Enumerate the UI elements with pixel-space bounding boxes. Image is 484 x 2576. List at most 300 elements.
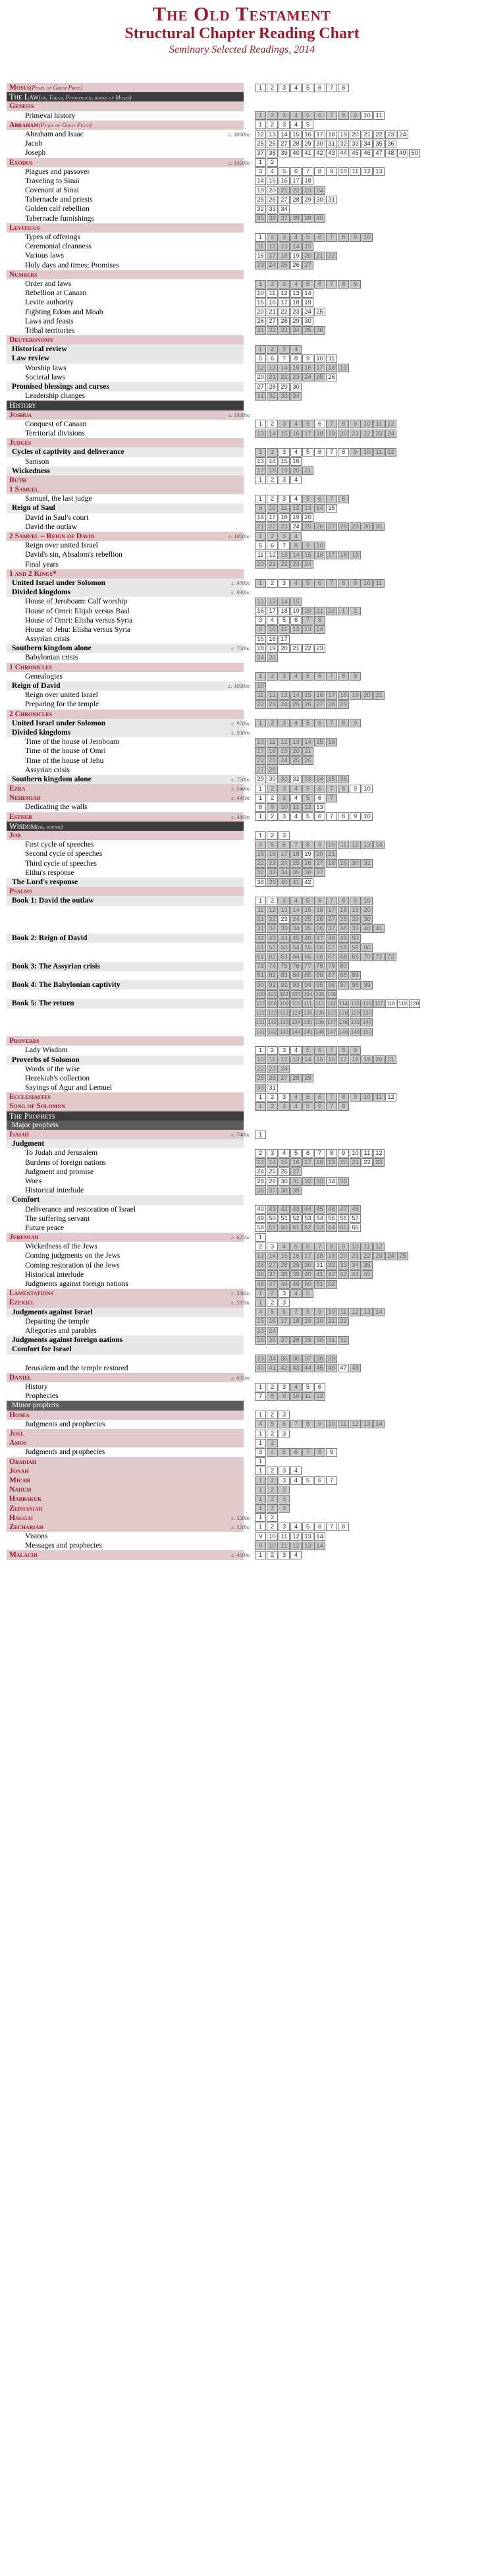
chapter-cell[interactable]: 16 <box>267 1317 278 1326</box>
chapter-cell[interactable]: 14 <box>279 130 290 139</box>
chapter-cell[interactable]: 47 <box>314 934 325 943</box>
chapter-cell[interactable]: 109 <box>279 1000 289 1007</box>
chapter-cell[interactable]: 10 <box>255 1055 266 1064</box>
chapter-cell[interactable]: 44 <box>338 149 349 157</box>
chapter-cell[interactable]: 2 <box>267 1093 278 1102</box>
chapter-cell[interactable]: 1 <box>255 1046 266 1055</box>
chapter-cell[interactable]: 24 <box>290 915 302 924</box>
chapter-cell[interactable]: 9 <box>267 803 278 812</box>
chapter-cell[interactable]: 24 <box>267 1327 278 1335</box>
chapter-cell[interactable]: 7 <box>326 672 337 681</box>
chapter-cell[interactable]: 27 <box>267 1261 278 1270</box>
chapter-cell[interactable]: 6 <box>290 167 302 176</box>
chapter-cell[interactable]: 8 <box>338 719 349 727</box>
chapter-cell[interactable]: 34 <box>350 1261 361 1270</box>
chapter-cell[interactable]: 6 <box>314 420 325 428</box>
chapter-cell[interactable]: 1 <box>255 1439 266 1447</box>
chapter-cell[interactable]: 4 <box>290 84 302 92</box>
chapter-cell[interactable]: 22 <box>279 560 290 569</box>
chapter-cell[interactable]: 68 <box>338 953 349 961</box>
chapter-cell[interactable]: 121 <box>255 1010 265 1017</box>
chapter-cell[interactable]: 33 <box>279 392 290 401</box>
chapter-cell[interactable]: 21 <box>314 607 325 615</box>
chapter-cell[interactable]: 13 <box>279 906 290 914</box>
chapter-cell[interactable]: 3 <box>279 579 290 588</box>
chapter-cell[interactable]: 12 <box>385 448 396 457</box>
chapter-cell[interactable]: 1 <box>255 579 266 588</box>
chapter-cell[interactable]: 10 <box>267 504 278 513</box>
chapter-cell[interactable]: 15 <box>279 1252 290 1260</box>
chapter-cell[interactable]: 10 <box>338 167 349 176</box>
chapter-cell[interactable]: 25 <box>267 654 278 662</box>
chapter-cell[interactable]: 139 <box>350 1019 360 1026</box>
chapter-cell[interactable]: 24 <box>314 186 325 195</box>
chapter-cell[interactable]: 8 <box>302 841 313 849</box>
chapter-cell[interactable]: 20 <box>255 308 266 316</box>
chapter-cell[interactable]: 29 <box>267 1177 278 1186</box>
chapter-cell[interactable]: 133 <box>279 1019 289 1026</box>
chapter-cell[interactable]: 29 <box>338 859 349 868</box>
chapter-cell[interactable]: 12 <box>314 1392 325 1401</box>
chapter-cell[interactable]: 17 <box>267 513 278 522</box>
chapter-cell[interactable]: 85 <box>302 971 313 980</box>
chapter-cell[interactable]: 10 <box>255 682 266 690</box>
chapter-cell[interactable]: 7 <box>290 841 302 849</box>
chapter-cell[interactable]: 20 <box>255 373 266 381</box>
chapter-cell[interactable]: 5 <box>267 1308 278 1316</box>
chapter-cell[interactable]: 10 <box>255 289 266 298</box>
chapter-cell[interactable]: 4 <box>290 1383 302 1391</box>
chapter-cell[interactable]: 19 <box>338 130 349 139</box>
chapter-cell[interactable]: 6 <box>314 1093 325 1102</box>
chapter-cell[interactable]: 64 <box>326 1223 337 1232</box>
chapter-cell[interactable]: 13 <box>373 167 385 176</box>
chapter-cell[interactable]: 33 <box>267 868 278 877</box>
chapter-cell[interactable]: 2 <box>267 420 278 428</box>
chapter-cell[interactable]: 9 <box>314 1420 325 1428</box>
chapter-cell[interactable]: 15 <box>290 130 302 139</box>
chapter-cell[interactable]: 46 <box>326 1364 337 1372</box>
chapter-cell[interactable]: 27 <box>302 261 313 269</box>
chapter-cell[interactable]: 11 <box>373 448 385 457</box>
chapter-cell[interactable]: 17 <box>279 850 290 858</box>
chapter-cell[interactable]: 111 <box>302 999 313 1008</box>
chapter-cell[interactable]: 16 <box>267 298 278 307</box>
chapter-cell[interactable]: 3 <box>279 1467 290 1475</box>
chapter-cell[interactable]: 23 <box>385 130 396 139</box>
chapter-cell[interactable]: 23 <box>255 1327 266 1335</box>
chapter-cell[interactable]: 9 <box>326 167 337 176</box>
chapter-cell[interactable]: 10 <box>326 1308 337 1316</box>
chapter-cell[interactable]: 28 <box>279 317 290 325</box>
chapter-cell[interactable]: 11 <box>267 1055 278 1064</box>
chapter-cell[interactable]: 6 <box>314 719 325 727</box>
chapter-cell[interactable]: 4 <box>290 448 302 457</box>
chapter-cell[interactable]: 15 <box>302 551 313 559</box>
chapter-cell[interactable]: 6 <box>314 448 325 457</box>
chapter-cell[interactable]: 17 <box>279 298 290 307</box>
chapter-cell[interactable]: 3 <box>279 448 290 457</box>
chapter-cell[interactable]: 1 <box>255 1299 266 1307</box>
chapter-cell[interactable]: 113 <box>326 999 337 1008</box>
chapter-cell[interactable]: 26 <box>314 522 325 531</box>
chapter-cell[interactable]: 7 <box>326 579 337 588</box>
chapter-cell[interactable]: 20 <box>362 691 373 700</box>
chapter-cell[interactable]: 22 <box>255 756 266 765</box>
chapter-cell[interactable]: 9 <box>279 1392 290 1401</box>
chapter-cell[interactable]: 41 <box>302 149 313 157</box>
chapter-cell[interactable]: 16 <box>302 130 313 139</box>
chapter-cell[interactable]: 4 <box>290 280 302 289</box>
chapter-cell[interactable]: 27 <box>279 1336 290 1345</box>
chapter-cell[interactable]: 5 <box>290 1243 302 1251</box>
chapter-cell[interactable]: 76 <box>290 962 302 970</box>
chapter-cell[interactable]: 17 <box>302 430 313 438</box>
chapter-cell[interactable]: 9 <box>350 1046 361 1055</box>
chapter-cell[interactable]: 21 <box>267 560 278 569</box>
chapter-cell[interactable]: 3 <box>279 345 290 354</box>
chapter-cell[interactable]: 20 <box>290 747 302 756</box>
chapter-cell[interactable]: 30 <box>279 1177 290 1186</box>
chapter-cell[interactable]: 21 <box>373 691 385 700</box>
chapter-cell[interactable]: 12 <box>267 691 278 700</box>
chapter-cell[interactable]: 39 <box>302 214 313 223</box>
chapter-cell[interactable]: 3 <box>279 84 290 92</box>
chapter-cell[interactable]: 40 <box>302 1270 313 1279</box>
chapter-cell[interactable]: 22 <box>267 915 278 924</box>
chapter-cell[interactable]: 129 <box>350 1010 360 1017</box>
chapter-cell[interactable]: 3 <box>279 1476 290 1485</box>
chapter-cell[interactable]: 14 <box>314 1542 325 1550</box>
chapter-cell[interactable]: 28 <box>267 766 278 774</box>
chapter-cell[interactable]: 13 <box>279 551 290 559</box>
chapter-cell[interactable]: 2 <box>267 111 278 120</box>
chapter-cell[interactable]: 9 <box>255 625 266 634</box>
chapter-cell[interactable]: 18 <box>338 691 349 700</box>
chapter-cell[interactable]: 33 <box>314 1177 325 1186</box>
chapter-cell[interactable]: 18 <box>302 177 313 185</box>
chapter-cell[interactable]: 9 <box>350 1093 361 1102</box>
chapter-cell[interactable]: 1 <box>255 1430 266 1438</box>
chapter-cell[interactable]: 41 <box>290 878 302 887</box>
chapter-cell[interactable]: 110 <box>290 999 302 1008</box>
chapter-cell[interactable]: 30 <box>267 775 278 783</box>
chapter-cell[interactable]: 1 <box>255 121 266 129</box>
chapter-cell[interactable]: 26 <box>279 1167 290 1176</box>
chapter-cell[interactable]: 17 <box>326 551 337 559</box>
chapter-cell[interactable]: 16 <box>314 551 325 559</box>
chapter-cell[interactable]: 3 <box>279 121 290 129</box>
chapter-cell[interactable]: 2 <box>267 1383 278 1391</box>
chapter-cell[interactable]: 6 <box>314 579 325 588</box>
chapter-cell[interactable]: 9 <box>350 719 361 727</box>
chapter-cell[interactable]: 4 <box>279 1243 290 1251</box>
chapter-cell[interactable]: 24 <box>255 654 266 662</box>
chapter-cell[interactable]: 15 <box>255 635 266 644</box>
chapter-cell[interactable]: 28 <box>255 1177 266 1186</box>
chapter-cell[interactable]: 10 <box>350 1243 361 1251</box>
chapter-cell[interactable]: 145 <box>303 1028 313 1035</box>
chapter-cell[interactable]: 34 <box>326 1177 337 1186</box>
chapter-cell[interactable]: 8 <box>338 812 349 821</box>
chapter-cell[interactable]: 24 <box>279 700 290 709</box>
chapter-cell[interactable]: 14 <box>373 1308 385 1316</box>
chapter-cell[interactable]: 44 <box>350 1270 361 1279</box>
chapter-cell[interactable]: 22 <box>290 186 302 195</box>
chapter-cell[interactable]: 1 <box>255 495 266 503</box>
chapter-cell[interactable]: 11 <box>279 1532 290 1541</box>
chapter-cell[interactable]: 50 <box>409 149 420 157</box>
chapter-cell[interactable]: 32 <box>338 140 349 148</box>
chapter-cell[interactable]: 74 <box>267 962 278 970</box>
chapter-cell[interactable]: 15 <box>255 1317 266 1326</box>
chapter-cell[interactable]: 15 <box>314 738 325 746</box>
chapter-cell[interactable]: 12 <box>350 1420 361 1428</box>
chapter-cell[interactable]: 27 <box>314 700 325 709</box>
chapter-cell[interactable]: 1 <box>255 1131 266 1139</box>
chapter-cell[interactable]: 3 <box>279 719 290 727</box>
chapter-cell[interactable]: 15 <box>302 906 313 914</box>
chapter-cell[interactable]: 22 <box>255 1065 266 1073</box>
chapter-cell[interactable]: 11 <box>326 354 337 363</box>
chapter-cell[interactable]: 21 <box>326 1317 337 1326</box>
chapter-cell[interactable]: 1 <box>255 672 266 681</box>
chapter-cell[interactable]: 7 <box>279 542 290 550</box>
chapter-cell[interactable]: 116 <box>362 999 373 1008</box>
chapter-cell[interactable]: 12 <box>255 598 266 606</box>
chapter-cell[interactable]: 45 <box>314 1364 325 1372</box>
chapter-cell[interactable]: 9 <box>326 1448 337 1457</box>
chapter-cell[interactable]: 48 <box>326 934 337 943</box>
chapter-cell[interactable]: 20 <box>302 513 313 522</box>
chapter-cell[interactable]: 32 <box>267 392 278 401</box>
chapter-cell[interactable]: 15 <box>302 242 313 251</box>
chapter-cell[interactable]: 140 <box>362 1019 372 1026</box>
chapter-cell[interactable]: 7 <box>326 897 337 905</box>
chapter-cell[interactable]: 27 <box>279 196 290 204</box>
chapter-cell[interactable]: 20 <box>314 1317 325 1326</box>
chapter-cell[interactable]: 35 <box>302 924 313 933</box>
chapter-cell[interactable]: 2 <box>267 831 278 840</box>
chapter-cell[interactable]: 8 <box>338 1046 349 1055</box>
chapter-cell[interactable]: 19 <box>290 513 302 522</box>
chapter-cell[interactable]: 22 <box>326 252 337 260</box>
chapter-cell[interactable]: 20 <box>267 186 278 195</box>
chapter-cell[interactable]: 47 <box>338 1205 349 1214</box>
chapter-cell[interactable]: 7 <box>302 167 313 176</box>
chapter-cell[interactable]: 103 <box>291 991 301 997</box>
chapter-cell[interactable]: 57 <box>326 943 337 952</box>
chapter-cell[interactable]: 36 <box>255 1270 266 1279</box>
chapter-cell[interactable]: 38 <box>279 1270 290 1279</box>
chapter-cell[interactable]: 8 <box>338 672 349 681</box>
chapter-cell[interactable]: 18 <box>314 430 325 438</box>
chapter-cell[interactable]: 40 <box>279 878 290 887</box>
chapter-cell[interactable]: 11 <box>279 1542 290 1550</box>
chapter-cell[interactable]: 13 <box>267 598 278 606</box>
chapter-cell[interactable]: 20 <box>362 906 373 914</box>
chapter-cell[interactable]: 4 <box>290 532 302 541</box>
chapter-cell[interactable]: 47 <box>267 1280 278 1289</box>
chapter-cell[interactable]: 4 <box>290 897 302 905</box>
chapter-cell[interactable]: 35 <box>326 775 337 783</box>
chapter-cell[interactable]: 143 <box>279 1028 289 1035</box>
chapter-cell[interactable]: 2 <box>255 1149 266 1158</box>
chapter-cell[interactable]: 25 <box>267 1167 278 1176</box>
chapter-cell[interactable]: 3 <box>279 812 290 821</box>
chapter-cell[interactable]: 43 <box>290 1364 302 1372</box>
chapter-cell[interactable]: 23 <box>314 644 325 653</box>
chapter-cell[interactable]: 3 <box>255 1448 266 1457</box>
chapter-cell[interactable]: 3 <box>279 1093 290 1102</box>
chapter-cell[interactable]: 6 <box>314 672 325 681</box>
chapter-cell[interactable]: 10 <box>279 803 290 812</box>
chapter-cell[interactable]: 21 <box>314 252 325 260</box>
chapter-cell[interactable]: 10 <box>362 233 373 242</box>
chapter-cell[interactable]: 11 <box>255 242 266 251</box>
chapter-cell[interactable]: 2 <box>267 579 278 588</box>
chapter-cell[interactable]: 14 <box>267 430 278 438</box>
chapter-cell[interactable]: 4 <box>290 1289 302 1298</box>
chapter-cell[interactable]: 35 <box>373 140 385 148</box>
chapter-cell[interactable]: 6 <box>267 354 278 363</box>
chapter-cell[interactable]: 108 <box>267 1000 277 1007</box>
chapter-cell[interactable]: 10 <box>326 1420 337 1428</box>
chapter-cell[interactable]: 6 <box>314 233 325 242</box>
chapter-cell[interactable]: 31 <box>290 1177 302 1186</box>
chapter-cell[interactable]: 31 <box>267 1084 278 1092</box>
chapter-cell[interactable]: 17 <box>326 691 337 700</box>
chapter-cell[interactable]: 25 <box>255 140 266 148</box>
chapter-cell[interactable]: 18 <box>326 130 337 139</box>
chapter-cell[interactable]: 88 <box>338 971 349 980</box>
chapter-cell[interactable]: 33 <box>279 326 290 335</box>
chapter-cell[interactable]: 5 <box>302 1523 313 1531</box>
chapter-cell[interactable]: 6 <box>314 794 325 802</box>
chapter-cell[interactable]: 9 <box>255 504 266 513</box>
chapter-cell[interactable]: 17 <box>314 364 325 372</box>
chapter-cell[interactable]: 16 <box>326 738 337 746</box>
chapter-cell[interactable]: 11 <box>255 906 266 914</box>
chapter-cell[interactable]: 77 <box>302 962 313 970</box>
chapter-cell[interactable]: 21 <box>350 1252 361 1260</box>
chapter-cell[interactable]: 34 <box>314 775 325 783</box>
chapter-cell[interactable]: 33 <box>279 924 290 933</box>
chapter-cell[interactable]: 43 <box>338 1270 349 1279</box>
chapter-cell[interactable]: 106 <box>327 991 336 997</box>
chapter-cell[interactable]: 2 <box>267 233 278 242</box>
chapter-cell[interactable]: 16 <box>255 252 266 260</box>
chapter-cell[interactable]: 18 <box>314 1158 325 1167</box>
chapter-cell[interactable]: 48 <box>350 1364 361 1372</box>
chapter-cell[interactable]: 8 <box>338 1523 349 1531</box>
chapter-cell[interactable]: 10 <box>362 448 373 457</box>
chapter-cell[interactable]: 49 <box>397 149 408 157</box>
chapter-cell[interactable]: 136 <box>315 1019 325 1026</box>
chapter-cell[interactable]: 9 <box>350 672 361 681</box>
chapter-cell[interactable]: 4 <box>290 495 302 503</box>
chapter-cell[interactable]: 1 <box>255 84 266 92</box>
chapter-cell[interactable]: 57 <box>350 1214 361 1223</box>
chapter-cell[interactable]: 4 <box>290 420 302 428</box>
chapter-cell[interactable]: 12 <box>267 242 278 251</box>
chapter-cell[interactable]: 52 <box>290 1214 302 1223</box>
chapter-cell[interactable]: 18 <box>279 513 290 522</box>
chapter-cell[interactable]: 23 <box>267 859 278 868</box>
chapter-cell[interactable]: 4 <box>290 476 302 484</box>
chapter-cell[interactable]: 25 <box>255 1074 266 1082</box>
chapter-cell[interactable]: 31 <box>255 326 266 335</box>
chapter-cell[interactable]: 3 <box>255 167 266 176</box>
chapter-cell[interactable]: 35 <box>338 1177 349 1186</box>
chapter-cell[interactable]: 11 <box>373 111 385 120</box>
chapter-cell[interactable]: 61 <box>255 953 266 961</box>
chapter-cell[interactable]: 1 <box>255 1233 266 1242</box>
chapter-cell[interactable]: 117 <box>373 999 385 1008</box>
chapter-cell[interactable]: 13 <box>255 1252 266 1260</box>
chapter-cell[interactable]: 10 <box>350 1149 361 1158</box>
chapter-cell[interactable]: 13 <box>255 1158 266 1167</box>
chapter-cell[interactable]: 6 <box>279 1308 290 1316</box>
chapter-cell[interactable]: 31 <box>362 859 373 868</box>
chapter-cell[interactable]: 12 <box>373 1243 385 1251</box>
chapter-cell[interactable]: 25 <box>290 700 302 709</box>
chapter-cell[interactable]: 13 <box>362 841 373 849</box>
chapter-cell[interactable]: 29 <box>338 700 349 709</box>
chapter-cell[interactable]: 1 <box>255 1411 266 1419</box>
chapter-cell[interactable]: 63 <box>279 953 290 961</box>
chapter-cell[interactable]: 24 <box>302 373 313 381</box>
chapter-cell[interactable]: 137 <box>327 1019 336 1026</box>
chapter-cell[interactable]: 36 <box>302 868 313 877</box>
chapter-cell[interactable]: 36 <box>314 326 325 335</box>
chapter-cell[interactable]: 4 <box>290 785 302 793</box>
chapter-cell[interactable]: 32 <box>255 868 266 877</box>
chapter-cell[interactable]: 23 <box>279 915 290 924</box>
chapter-cell[interactable]: 34 <box>362 140 373 148</box>
chapter-cell[interactable]: 23 <box>373 1252 385 1260</box>
chapter-cell[interactable]: 7 <box>326 1102 337 1111</box>
chapter-cell[interactable]: 18 <box>338 906 349 914</box>
chapter-cell[interactable]: 28 <box>290 140 302 148</box>
chapter-cell[interactable]: 9 <box>350 233 361 242</box>
chapter-cell[interactable]: 118 <box>385 999 396 1008</box>
chapter-cell[interactable]: 14 <box>267 457 278 466</box>
chapter-cell[interactable]: 10 <box>267 1542 278 1550</box>
chapter-cell[interactable]: 47 <box>338 1364 349 1372</box>
chapter-cell[interactable]: 7 <box>279 354 290 363</box>
chapter-cell[interactable]: 141 <box>255 1028 265 1035</box>
chapter-cell[interactable]: 2 <box>267 794 278 802</box>
chapter-cell[interactable]: 12 <box>362 167 373 176</box>
chapter-cell[interactable]: 1 <box>255 897 266 905</box>
chapter-cell[interactable]: 19 <box>326 1252 337 1260</box>
chapter-cell[interactable]: 8 <box>267 1392 278 1401</box>
chapter-cell[interactable]: 8 <box>338 280 349 289</box>
chapter-cell[interactable]: 23 <box>290 560 302 569</box>
chapter-cell[interactable]: 2 <box>267 1523 278 1531</box>
chapter-cell[interactable]: 20 <box>338 1252 349 1260</box>
chapter-cell[interactable]: 16 <box>314 906 325 914</box>
chapter-cell[interactable]: 39 <box>290 1187 302 1195</box>
chapter-cell[interactable]: 1 <box>255 1523 266 1531</box>
chapter-cell[interactable]: 2 <box>267 672 278 681</box>
chapter-cell[interactable]: 2 <box>255 1243 266 1251</box>
chapter-cell[interactable]: 4 <box>290 794 302 802</box>
chapter-cell[interactable]: 19 <box>279 466 290 475</box>
chapter-cell[interactable]: 32 <box>326 1261 337 1270</box>
chapter-cell[interactable]: 4 <box>290 1476 302 1485</box>
